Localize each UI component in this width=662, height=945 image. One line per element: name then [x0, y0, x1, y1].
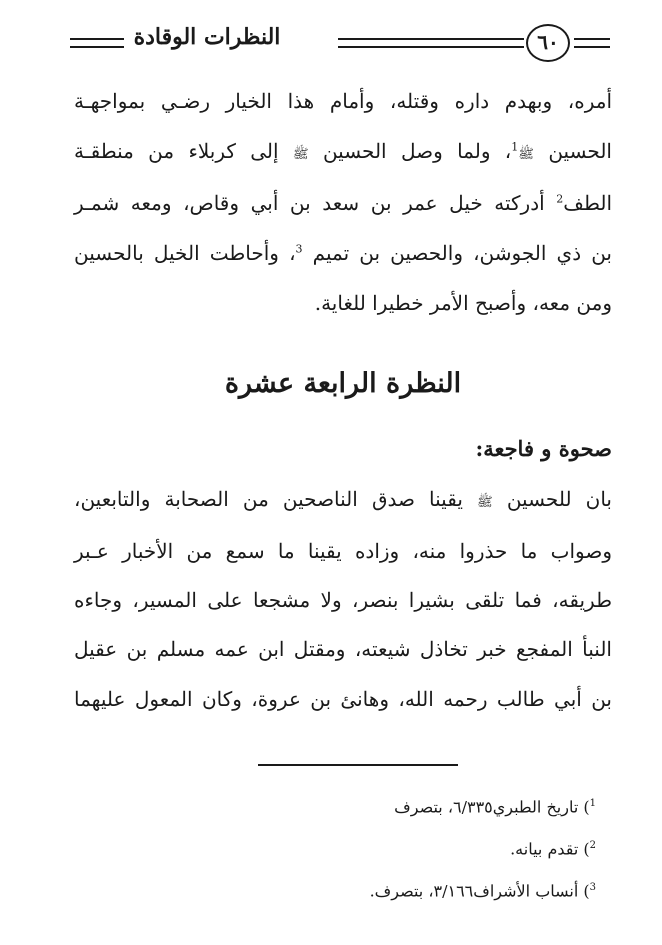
paragraph-line: ومن معه، وأصبح الأمر خطيرا للغاية.: [314, 291, 612, 315]
honorific: ﷺ: [292, 147, 309, 162]
footnote-ref: 3: [295, 242, 303, 256]
header-rule-middle: [338, 38, 524, 48]
section-title: النظرة الرابعة عشرة: [224, 368, 462, 399]
footnote-ref: 1: [511, 140, 519, 154]
honorific: ﷺ: [477, 495, 493, 510]
paragraph-line: بن أبي طالب رحمه الله، وهانئ بن عروة، وكان المعول عليهما: [74, 687, 612, 711]
paragraph-line: وصواب ما حذروا منه، وزاده يقينا ما سمع من الأخبار عـبر: [74, 539, 612, 563]
footnote-number: 2: [589, 840, 596, 851]
paragraph-line: طريقه، فما تلقى بشيرا بنصر، ولا مشجعا على المسير، وجاءه: [74, 588, 612, 612]
page-number-badge: ٦٠: [526, 24, 570, 62]
running-title: النظرات الوقادة: [133, 24, 281, 50]
footnote-separator: [258, 764, 458, 766]
paragraph-line: النبأ المفجع خبر تخاذل شيعته، ومقتل ابن عمه مسلم بن عقيل: [74, 637, 612, 661]
footnote: $^1$) تاريخ الطبري٦/٣٣٥، بتصرف: [394, 797, 596, 817]
paragraph-line: أمره، وبهدم داره وقتله، وأمام هذا الخيار رضـي بمواجهـة: [74, 89, 612, 113]
honorific: ﷺ: [518, 147, 534, 162]
header-rule-left: [70, 38, 124, 48]
footnote: $^2$) تقدم بيانه.: [510, 839, 596, 859]
footnote: $^3$) أنساب الأشراف٣/١٦٦، بتصرف.: [369, 881, 596, 901]
footnote-number: 1: [589, 798, 596, 809]
header-rule-right: [574, 38, 610, 48]
paragraph-line: بن ذي الجوشن، والحصين بن تميم $^3$، وأحاطت الخيل بالحسين: [74, 241, 613, 265]
subheading: صحوة و فاجعة:: [475, 436, 612, 461]
paragraph-line: بان للحسين ﷺ يقينا صدق الناصحين من الصحابة والتابعين،: [74, 487, 612, 511]
footnote-ref: 2: [556, 192, 564, 206]
paragraph-line: الحسين ﷺ$^1$، ولما وصل الحسين ﷺ إلى كربلاء من منطقـة: [74, 139, 612, 163]
paragraph-line: الطف$^2$ أدركته خيل عمر بن سعد بن أبي وقاص، ومعه شمـر: [74, 191, 613, 215]
footnote-number: 3: [589, 882, 596, 893]
page-header: [70, 18, 610, 64]
